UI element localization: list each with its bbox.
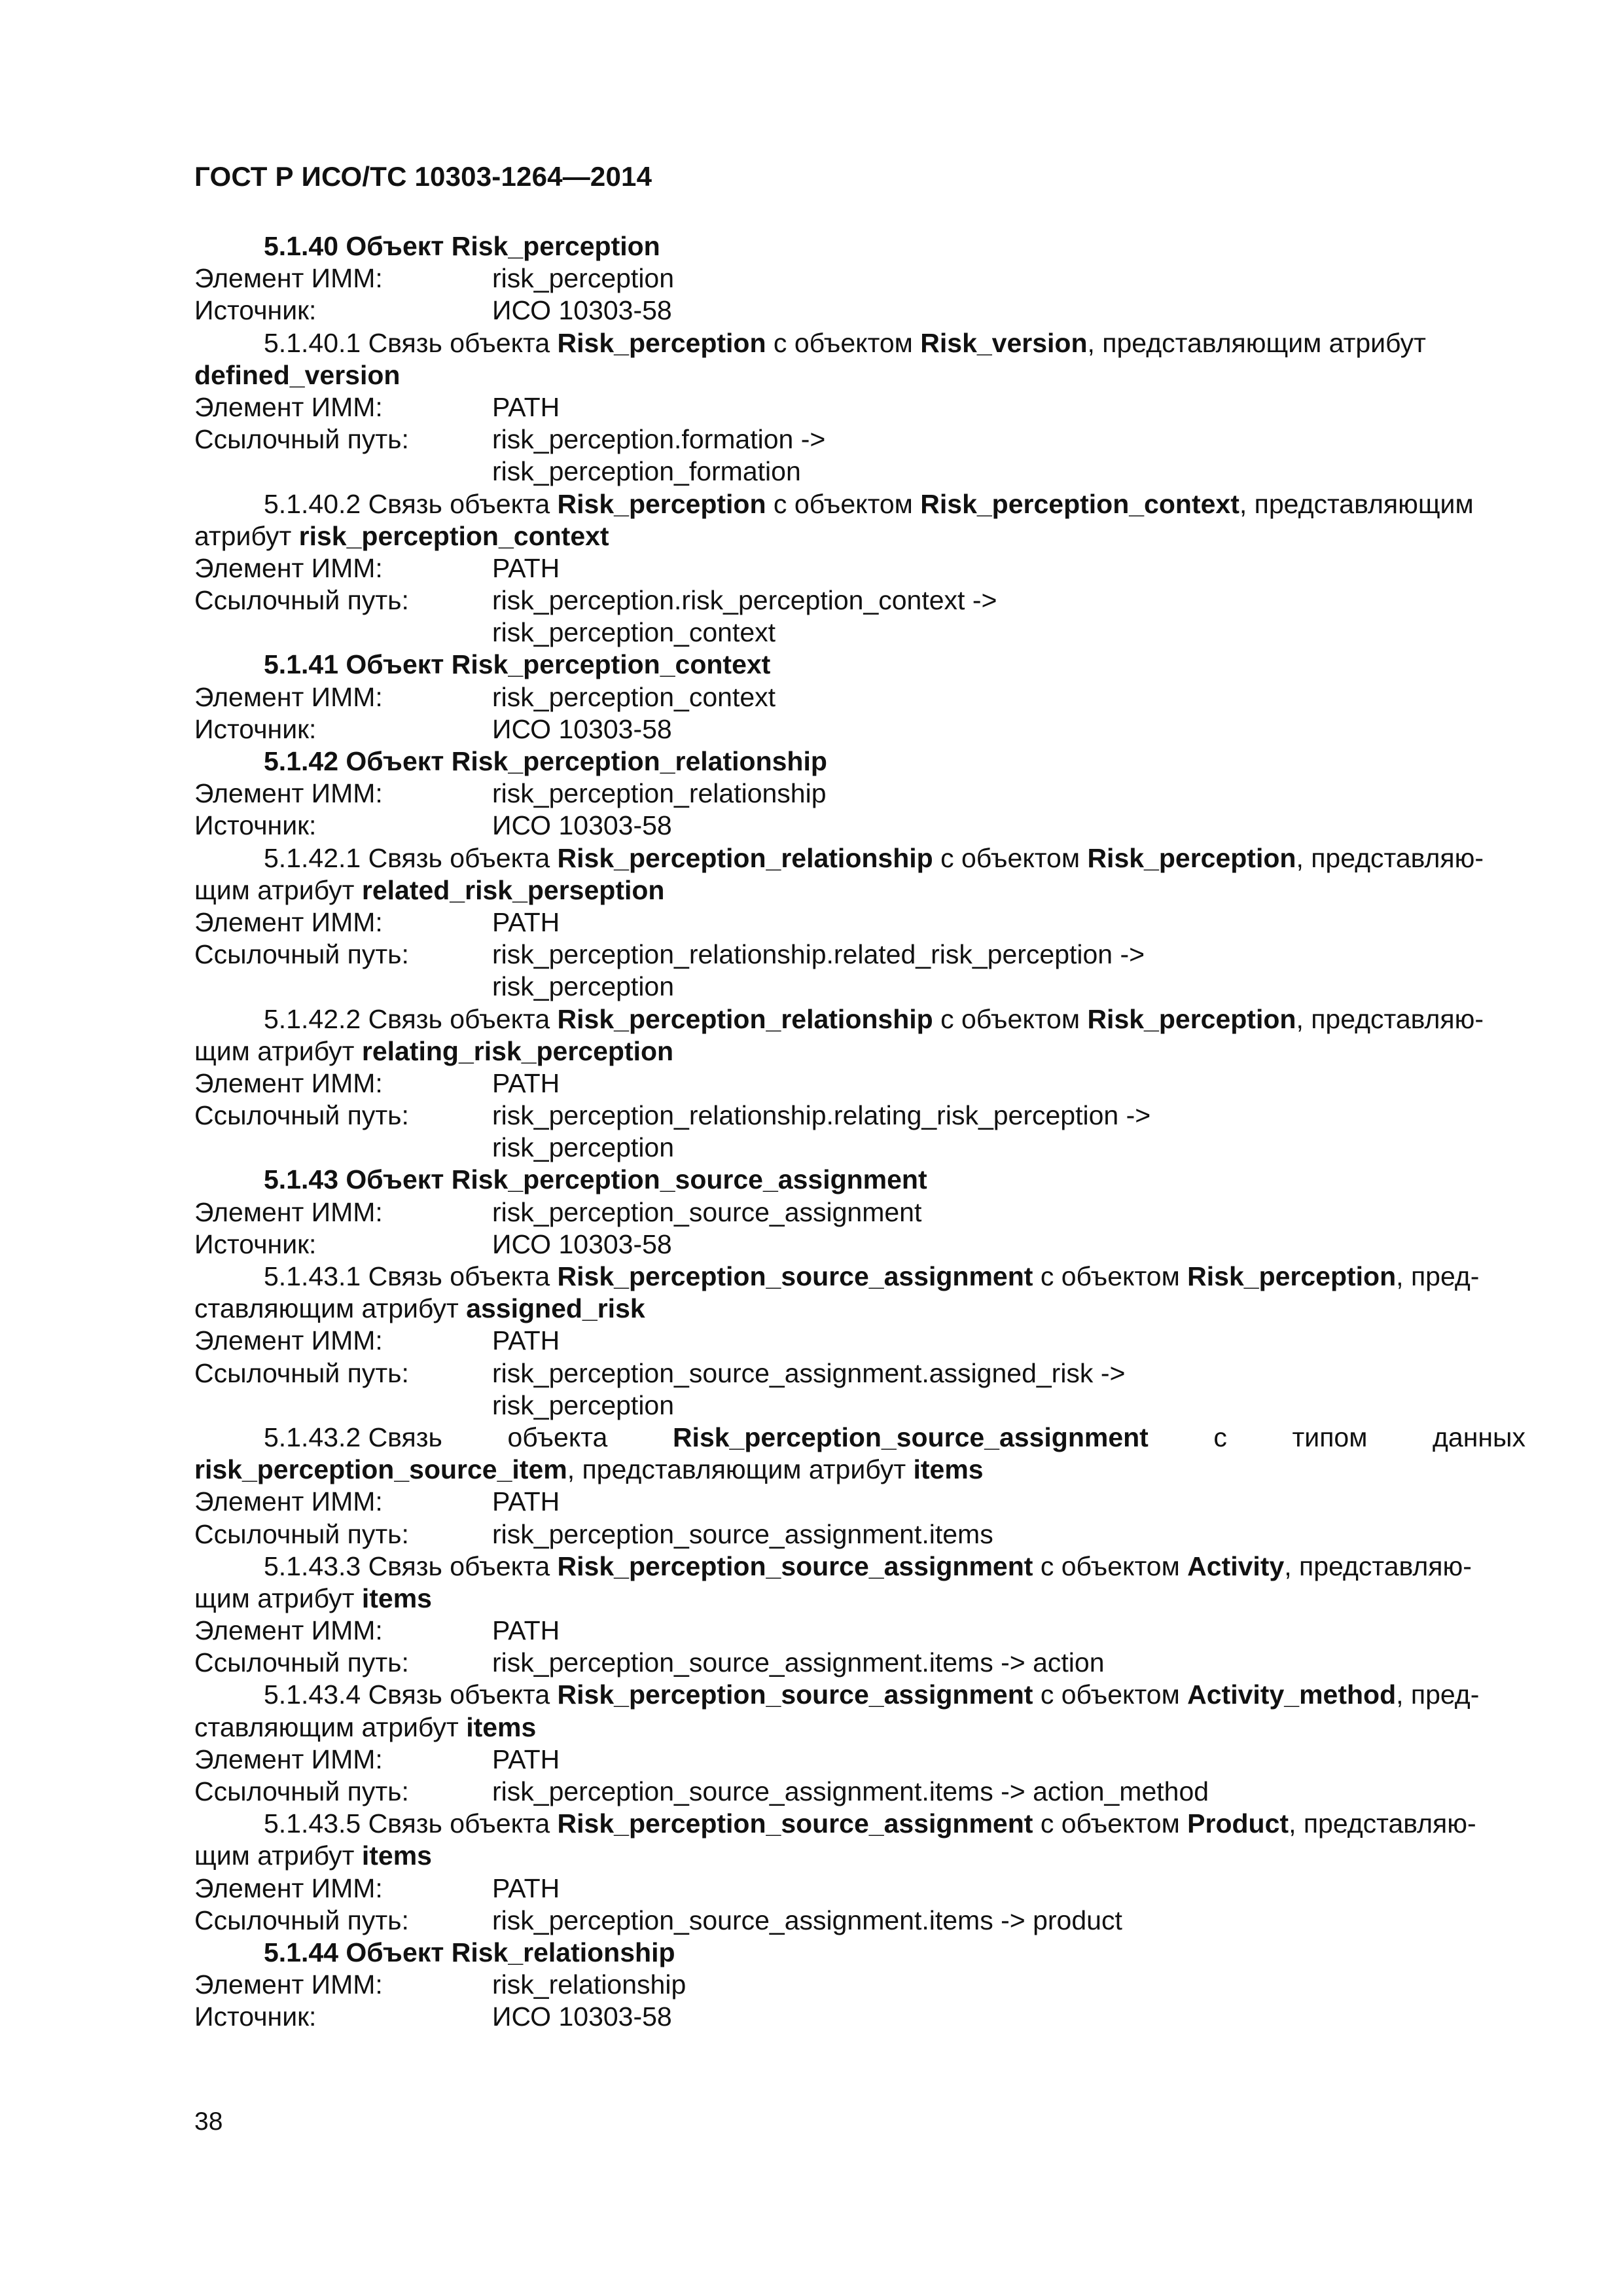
- field-value: risk_perception_source_assignment.items -> product: [492, 1905, 1122, 1935]
- field-value: risk_perception: [492, 263, 675, 294]
- text-run: 5.1.42.2 Связь объекта: [264, 1003, 558, 1034]
- section-heading: 5.1.44 Объект Risk_relationship: [264, 1937, 675, 1967]
- field-label: Элемент ИММ:: [194, 1615, 383, 1646]
- field-label: Источник:: [194, 2001, 317, 2032]
- field-value: PATH: [492, 1325, 560, 1356]
- field-row: [194, 810, 1525, 842]
- field-value: risk_perception_source_assignment.items -> action_method: [492, 1776, 1209, 1806]
- field-label: Элемент ИММ:: [194, 778, 383, 809]
- field-label: Элемент ИММ:: [194, 1325, 383, 1356]
- bold-term: items: [361, 1840, 432, 1871]
- field-label: Элемент ИММ:: [194, 906, 383, 937]
- bold-term: Risk_perception_relationship: [557, 842, 933, 873]
- bold-term: risk_perception_context: [298, 520, 609, 551]
- bold-term: Risk_perception_source_assignment: [557, 1808, 1033, 1839]
- text-run: , представляющим атрибут: [1087, 327, 1426, 358]
- bold-term: related_risk_perseption: [361, 874, 665, 905]
- field-label: Элемент ИММ:: [194, 1486, 383, 1517]
- field-value: PATH: [492, 1067, 560, 1098]
- text-run: 5.1.43.1 Связь объекта: [264, 1261, 558, 1291]
- paragraph-continuation: [194, 1840, 1525, 1872]
- bold-term: items: [913, 1454, 984, 1485]
- field-value: risk_perception_relationship.relating_risk_perception ->: [492, 1100, 1151, 1131]
- field-value: risk_perception_source_assignment.assigned_risk ->: [492, 1357, 1126, 1388]
- paragraph-continuation: [194, 359, 1525, 391]
- paragraph-line: [194, 1261, 1525, 1293]
- field-row: [194, 391, 1525, 423]
- paragraph-continuation: [194, 520, 1525, 552]
- field-row: [194, 1905, 1525, 1937]
- text-run: ставляющим атрибут: [194, 1712, 467, 1742]
- field-row: [194, 1486, 1525, 1518]
- field-row: [194, 1647, 1525, 1679]
- bold-term: Activity: [1187, 1551, 1285, 1581]
- field-value: risk_perception_relationship.related_risk_perception ->: [492, 939, 1145, 970]
- bold-term: risk_perception_source_item: [194, 1454, 567, 1485]
- text-run: атрибут: [194, 520, 299, 551]
- text-run: 5.1.43.3 Связь объекта: [264, 1551, 558, 1581]
- bold-term: Risk_perception_source_assignment: [557, 1551, 1033, 1581]
- field-row: [194, 713, 1525, 745]
- paragraph-line: [194, 1422, 1525, 1454]
- field-label: Ссылочный путь:: [194, 1100, 409, 1131]
- field-row: [194, 1615, 1525, 1647]
- field-value: ИСО 10303-58: [492, 2001, 672, 2032]
- bold-term: Risk_perception_context: [920, 488, 1240, 519]
- paragraph-continuation: [194, 874, 1525, 906]
- paragraph-line: [194, 1808, 1525, 1840]
- bold-term: Risk_perception: [1087, 1003, 1296, 1034]
- field-row: [194, 906, 1525, 939]
- field-label: Источник:: [194, 295, 317, 326]
- field-value: risk_perception_relationship: [492, 778, 827, 809]
- text-run: щим атрибут: [194, 1840, 362, 1871]
- field-label: Ссылочный путь:: [194, 939, 409, 970]
- text-run: , представляю-: [1289, 1808, 1476, 1839]
- field-label: Ссылочный путь:: [194, 585, 409, 616]
- text-run: , представляю-: [1284, 1551, 1472, 1581]
- field-value: ИСО 10303-58: [492, 810, 672, 841]
- text-run: , пред-: [1396, 1261, 1480, 1291]
- text-run: , представляю-: [1296, 1003, 1484, 1034]
- paragraph-line: [194, 842, 1525, 874]
- field-value: PATH: [492, 906, 560, 937]
- field-value: PATH: [492, 1615, 560, 1646]
- field-value-continuation: risk_perception: [492, 1132, 675, 1163]
- field-label: Ссылочный путь:: [194, 1518, 409, 1549]
- bold-term: Risk_perception_source_assignment: [672, 1422, 1149, 1452]
- field-row: [194, 1518, 1525, 1551]
- field-row: [194, 1325, 1525, 1357]
- paragraph-continuation: [194, 1583, 1525, 1615]
- field-row: [194, 939, 1525, 971]
- field-label: Элемент ИММ:: [194, 1873, 383, 1903]
- field-label: Ссылочный путь:: [194, 1905, 409, 1935]
- bold-term: Product: [1187, 1808, 1289, 1839]
- field-row: [194, 1873, 1525, 1905]
- text-run: с объектом: [766, 327, 921, 358]
- paragraph-line: [194, 327, 1525, 359]
- paragraph-continuation: [194, 1035, 1525, 1067]
- text-run: с объектом: [933, 842, 1088, 873]
- text-run: 5.1.43.5 Связь объекта: [264, 1808, 558, 1839]
- field-value-continuation: risk_perception: [492, 1390, 675, 1420]
- field-row: [194, 584, 1525, 617]
- text-run: объекта: [507, 1422, 608, 1452]
- field-label: Элемент ИММ:: [194, 552, 383, 583]
- bold-term: Risk_version: [920, 327, 1088, 358]
- field-value: risk_perception_source_assignment: [492, 1196, 922, 1227]
- bold-term: Risk_perception: [1087, 842, 1296, 873]
- text-run: с объектом: [766, 488, 921, 519]
- field-value: PATH: [492, 1486, 560, 1517]
- paragraph-line: [194, 488, 1525, 520]
- field-label: Элемент ИММ:: [194, 681, 383, 712]
- field-value: PATH: [492, 391, 560, 422]
- field-value: risk_perception_source_assignment.items: [492, 1518, 993, 1549]
- text-run: с объектом: [1033, 1679, 1188, 1710]
- text-run: 5.1.43.2 Связь: [264, 1422, 442, 1452]
- field-value-continuation: risk_perception: [492, 971, 675, 1002]
- text-run: 5.1.40.1 Связь объекта: [264, 327, 558, 358]
- field-label: Элемент ИММ:: [194, 391, 383, 422]
- field-label: Ссылочный путь:: [194, 1357, 409, 1388]
- paragraph-line: [194, 1679, 1525, 1711]
- section-heading: 5.1.43 Объект Risk_perception_source_assignment: [264, 1164, 927, 1195]
- paragraph-line: [194, 1003, 1525, 1035]
- document-header: ГОСТ Р ИСО/ТС 10303-1264—2014: [194, 161, 652, 192]
- paragraph-continuation: [194, 1454, 1525, 1486]
- text-run: щим атрибут: [194, 874, 362, 905]
- text-run: с объектом: [933, 1003, 1088, 1034]
- field-row: [194, 1744, 1525, 1776]
- bold-term: relating_risk_perception: [361, 1035, 674, 1066]
- field-value: risk_relationship: [492, 1969, 687, 2000]
- text-run: с объектом: [1033, 1261, 1188, 1291]
- section-heading: 5.1.42 Объект Risk_perception_relationship: [264, 746, 827, 776]
- page-number: 38: [194, 2108, 223, 2136]
- field-value: PATH: [492, 1873, 560, 1903]
- section-heading: 5.1.41 Объект Risk_perception_context: [264, 649, 771, 680]
- bold-term: assigned_risk: [466, 1293, 645, 1324]
- text-run: щим атрибут: [194, 1583, 362, 1613]
- bold-term: items: [361, 1583, 432, 1613]
- field-row: [194, 1100, 1525, 1132]
- bold-term: Risk_perception: [557, 488, 766, 519]
- field-row: [194, 1776, 1525, 1808]
- field-label: Элемент ИММ:: [194, 1969, 383, 2000]
- field-row: [194, 1229, 1525, 1261]
- bold-term: Activity_method: [1187, 1679, 1397, 1710]
- field-row: [194, 423, 1525, 456]
- field-row: [194, 2001, 1525, 2033]
- text-run: с объектом: [1033, 1551, 1188, 1581]
- field-row: [194, 552, 1525, 584]
- field-row: [194, 1969, 1525, 2001]
- field-row: [194, 1067, 1525, 1100]
- field-label: Элемент ИММ:: [194, 263, 383, 294]
- text-run: типом: [1292, 1422, 1368, 1452]
- bold-term: Risk_perception: [557, 327, 766, 358]
- bold-term: defined_version: [194, 359, 401, 390]
- field-value: PATH: [492, 1744, 560, 1774]
- text-run: 5.1.43.4 Связь объекта: [264, 1679, 558, 1710]
- field-value: ИСО 10303-58: [492, 295, 672, 326]
- field-value-continuation: risk_perception_context: [492, 617, 776, 648]
- text-run: с: [1213, 1422, 1227, 1452]
- field-value: risk_perception_source_assignment.items -> action: [492, 1647, 1105, 1678]
- bold-term: Risk_perception: [1187, 1261, 1397, 1291]
- field-row: [194, 1357, 1525, 1390]
- field-value: risk_perception_context: [492, 681, 776, 712]
- field-value: risk_perception.risk_perception_context ->: [492, 585, 997, 616]
- text-run: данных: [1432, 1422, 1525, 1452]
- field-label: Элемент ИММ:: [194, 1744, 383, 1774]
- paragraph-continuation: [194, 1712, 1525, 1744]
- field-value: ИСО 10303-58: [492, 713, 672, 744]
- bold-term: Risk_perception_source_assignment: [557, 1261, 1033, 1291]
- text-run: с объектом: [1033, 1808, 1188, 1839]
- text-run: ставляющим атрибут: [194, 1293, 467, 1324]
- field-label: Источник:: [194, 810, 317, 841]
- paragraph-line: [194, 1551, 1525, 1583]
- bold-term: Risk_perception_source_assignment: [557, 1679, 1033, 1710]
- bold-term: items: [466, 1712, 537, 1742]
- field-value: ИСО 10303-58: [492, 1229, 672, 1259]
- field-label: Ссылочный путь:: [194, 1647, 409, 1678]
- field-row: [194, 1196, 1525, 1229]
- field-value-continuation: risk_perception_formation: [492, 456, 801, 487]
- field-label: Элемент ИММ:: [194, 1067, 383, 1098]
- section-heading: 5.1.40 Объект Risk_perception: [264, 231, 660, 261]
- field-label: Источник:: [194, 1229, 317, 1259]
- text-run: 5.1.42.1 Связь объекта: [264, 842, 558, 873]
- field-row: [194, 295, 1525, 327]
- text-run: , представляющим: [1239, 488, 1474, 519]
- field-row: [194, 262, 1525, 295]
- field-row: [194, 681, 1525, 713]
- field-row: [194, 778, 1525, 810]
- field-label: Элемент ИММ:: [194, 1196, 383, 1227]
- field-value: risk_perception.formation ->: [492, 424, 826, 455]
- text-run: , пред-: [1396, 1679, 1480, 1710]
- document-body: [194, 230, 1525, 2034]
- paragraph-continuation: [194, 1293, 1525, 1325]
- bold-term: Risk_perception_relationship: [557, 1003, 933, 1034]
- text-run: , представляющим атрибут: [567, 1454, 914, 1485]
- field-label: Источник:: [194, 713, 317, 744]
- text-run: щим атрибут: [194, 1035, 362, 1066]
- field-value: PATH: [492, 552, 560, 583]
- field-label: Ссылочный путь:: [194, 424, 409, 455]
- text-run: , представляю-: [1296, 842, 1484, 873]
- field-label: Ссылочный путь:: [194, 1776, 409, 1806]
- text-run: 5.1.40.2 Связь объекта: [264, 488, 558, 519]
